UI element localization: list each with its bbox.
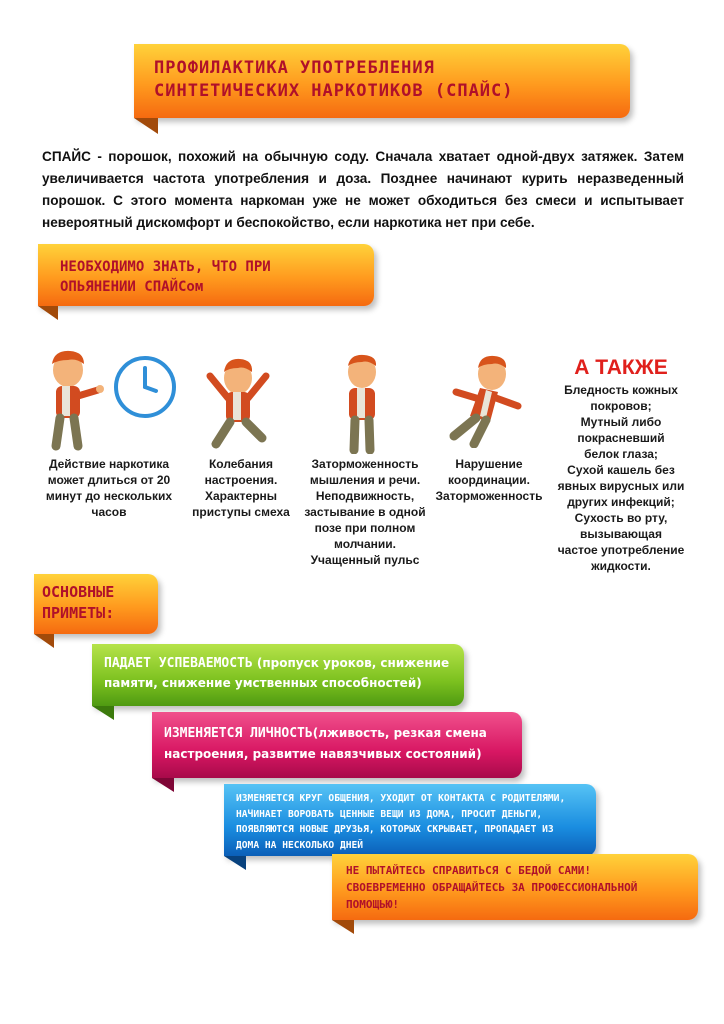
sign-step-seek-help-line-1: НЕ ПЫТАЙТЕСЬ СПРАВИТЬСЯ С БЕДОЙ САМИ! (346, 864, 592, 877)
walking-man-figure (40, 348, 110, 452)
also-symptoms-list: Бледность кожных покровов; Мутный либо покрасневший белок глаза; Сухой кашель без явных вирусных или других инфекций; Сухость во рту, вызывающая частое употребление жидкости. (557, 383, 685, 573)
standing-man-figure (336, 352, 388, 454)
step-orange-fold (332, 920, 354, 934)
sign-step-seek-help (332, 854, 698, 920)
main-title-line-1: ПРОФИЛАКТИКА УПОТРЕБЛЕНИЯ (154, 58, 435, 78)
clock-icon (112, 354, 178, 420)
step-green-fold (92, 706, 114, 720)
sign-step-social (224, 784, 596, 856)
jumping-man-figure (196, 352, 280, 452)
main-signs-fold (34, 634, 54, 648)
sign-step-academic-rest-1: (пропуск уроков, снижение (252, 656, 450, 670)
effect-caption-duration: Действие наркотика может длиться от 20 минут до нескольких часов (45, 457, 173, 519)
main-signs-banner (34, 574, 158, 634)
main-title-line-2: СИНТЕТИЧЕСКИХ НАРКОТИКОВ (СПАЙС) (154, 81, 514, 101)
need-to-know-fold (38, 306, 58, 320)
sign-step-social-line-2: НАЧИНАЕТ ВОРОВАТЬ ЦЕННЫЕ ВЕЩИ ИЗ ДОМА, ПРОСИТ ДЕНЬГИ, (236, 808, 543, 820)
sign-step-academic-rest-2: памяти, снижение умственных способностей) (104, 676, 422, 690)
main-title-banner (134, 44, 630, 118)
main-title-fold (134, 118, 158, 134)
step-blue-fold (224, 856, 246, 870)
need-to-know-line-2: ОПЬЯНЕНИИ СПАЙСом (60, 279, 204, 295)
effect-caption-lethargy: Заторможенность мышления и речи. Неподвижность, застывание в одной позе при полном молчании. Учащенный пульс (304, 457, 426, 567)
also-title: А ТАКЖЕ (574, 356, 668, 379)
sign-step-personality (152, 712, 522, 778)
main-signs-line-1: ОСНОВНЫЕ (42, 583, 115, 601)
sign-step-personality-rest-2: настроения, развитие навязчивых состояний) (164, 747, 482, 761)
sign-step-personality-rest-1: (лживость, резкая смена (312, 726, 487, 740)
step-pink-fold (152, 778, 174, 792)
stumbling-man-figure (440, 352, 530, 448)
need-to-know-line-1: НЕОБХОДИМО ЗНАТЬ, ЧТО ПРИ (60, 259, 271, 275)
effect-caption-coordination: Нарушение координации. Заторможенность (435, 457, 543, 503)
intro-paragraph: СПАЙС - порошок, похожий на обычную соду. Сначала хватает одной-двух затяжек. Затем увеличивается частота употребления и доза. Позднее начинают курить неразведенный порошок. С этого момента наркоман уже не может обходиться без смеси и испытывает невероятный дискомфорт и беспокойство, если наркотика нет при себе. (42, 149, 684, 230)
sign-step-academic (92, 644, 464, 706)
need-to-know-banner (38, 244, 374, 306)
main-signs-line-2: ПРИМЕТЫ: (42, 604, 115, 622)
sign-step-social-line-3: ПОЯВЛЯЮТСЯ НОВЫЕ ДРУЗЬЯ, КОТОРЫХ СКРЫВАЕТ, ПРОПАДАЕТ ИЗ (236, 824, 554, 835)
sign-step-seek-help-line-2: СВОЕВРЕМЕННО ОБРАЩАЙТЕСЬ ЗА ПРОФЕССИОНАЛЬНОЙ (346, 881, 638, 894)
sign-step-social-line-4: ДОМА НА НЕСКОЛЬКО ДНЕЙ (236, 839, 364, 851)
sign-step-academic-head: ПАДАЕТ УСПЕВАЕМОСТЬ (104, 656, 253, 671)
effect-caption-mood: Колебания настроения. Характерны приступы смеха (192, 457, 290, 519)
sign-step-social-line-1: ИЗМЕНЯЕТСЯ КРУГ ОБЩЕНИЯ, УХОДИТ ОТ КОНТАКТА С РОДИТЕЛЯМИ, (236, 793, 566, 804)
sign-step-personality-head: ИЗМЕНЯЕТСЯ ЛИЧНОСТЬ (164, 726, 313, 741)
sign-step-seek-help-line-3: ПОМОЩЬЮ! (346, 898, 399, 911)
